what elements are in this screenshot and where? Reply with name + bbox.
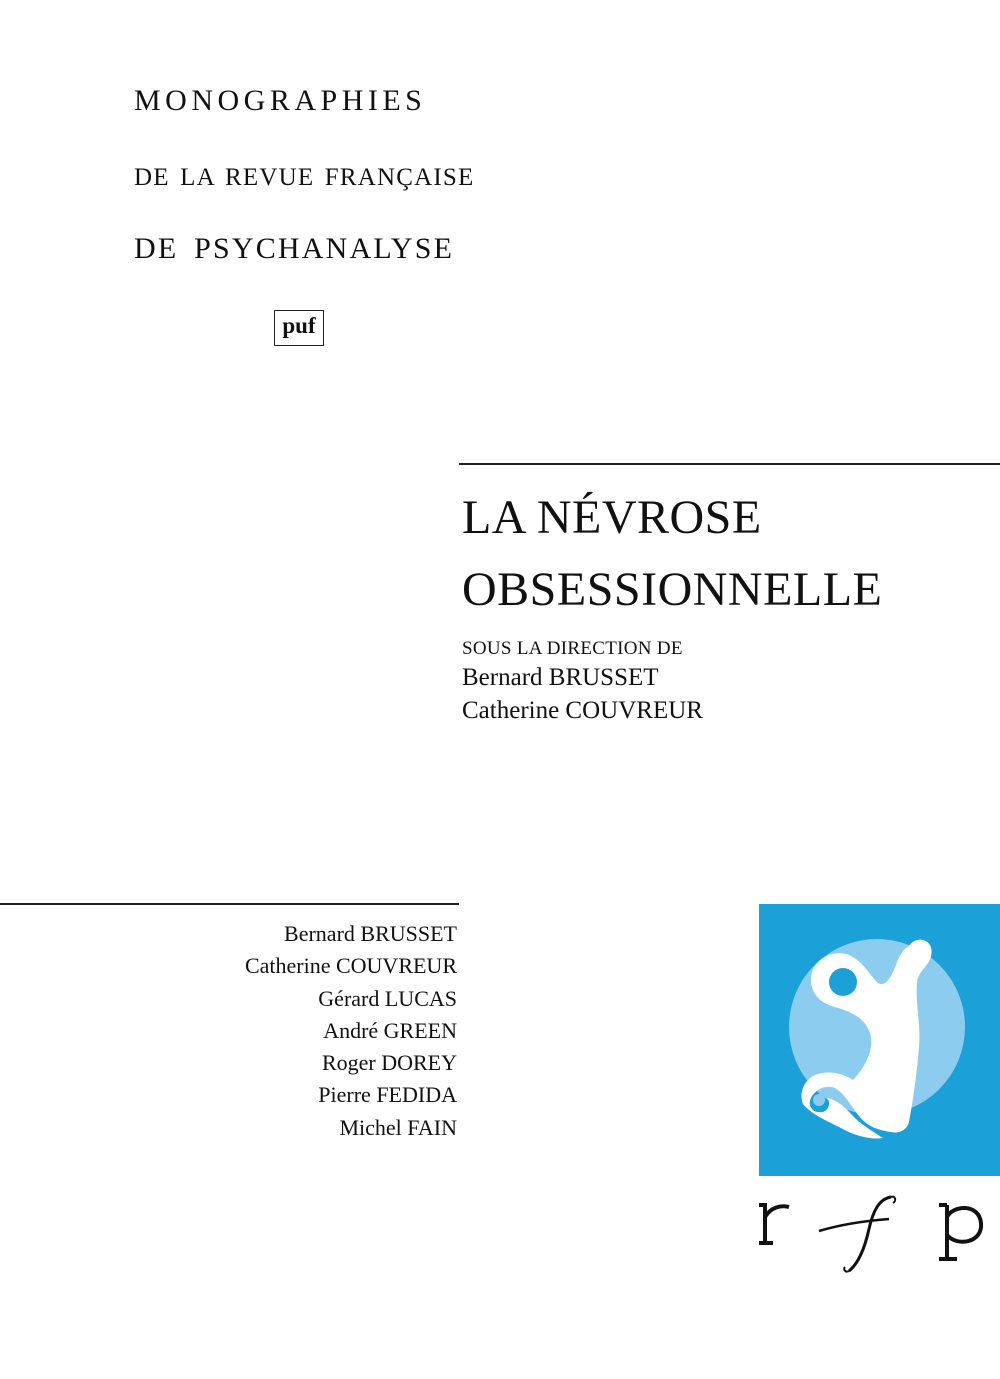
top-divider [459, 463, 1000, 465]
author-list [150, 918, 457, 1144]
sphinx-logo-icon [759, 904, 1000, 1176]
author-name: Pierre FEDIDA [318, 1082, 457, 1108]
author-name: Catherine COUVREUR [244, 953, 457, 979]
editor-name: Bernard BRUSSET [462, 664, 659, 691]
rfp-logo [759, 1195, 1000, 1275]
author-name: Michel FAIN [339, 1114, 457, 1140]
direction-label: SOUS LA DIRECTION DE [462, 638, 683, 659]
book-title-line-1: LA NÉVROSE [462, 491, 762, 544]
publisher-logo: puf [274, 310, 324, 346]
series-title-line-3: DE PSYCHANALYSE [134, 232, 455, 265]
author-name: Gérard LUCAS [318, 985, 457, 1011]
series-title-line-2: DE LA REVUE FRANÇAISE [134, 164, 475, 191]
author-name: André GREEN [323, 1017, 457, 1043]
author-name: Bernard BRUSSET [284, 921, 457, 946]
author-name: Roger DOREY [321, 1050, 457, 1076]
book-title-line-2: OBSESSIONNELLE [462, 563, 883, 616]
editor-name: Catherine COUVREUR [462, 697, 703, 724]
authors-divider [0, 903, 459, 905]
series-title-line-1: MONOGRAPHIES [134, 84, 427, 117]
